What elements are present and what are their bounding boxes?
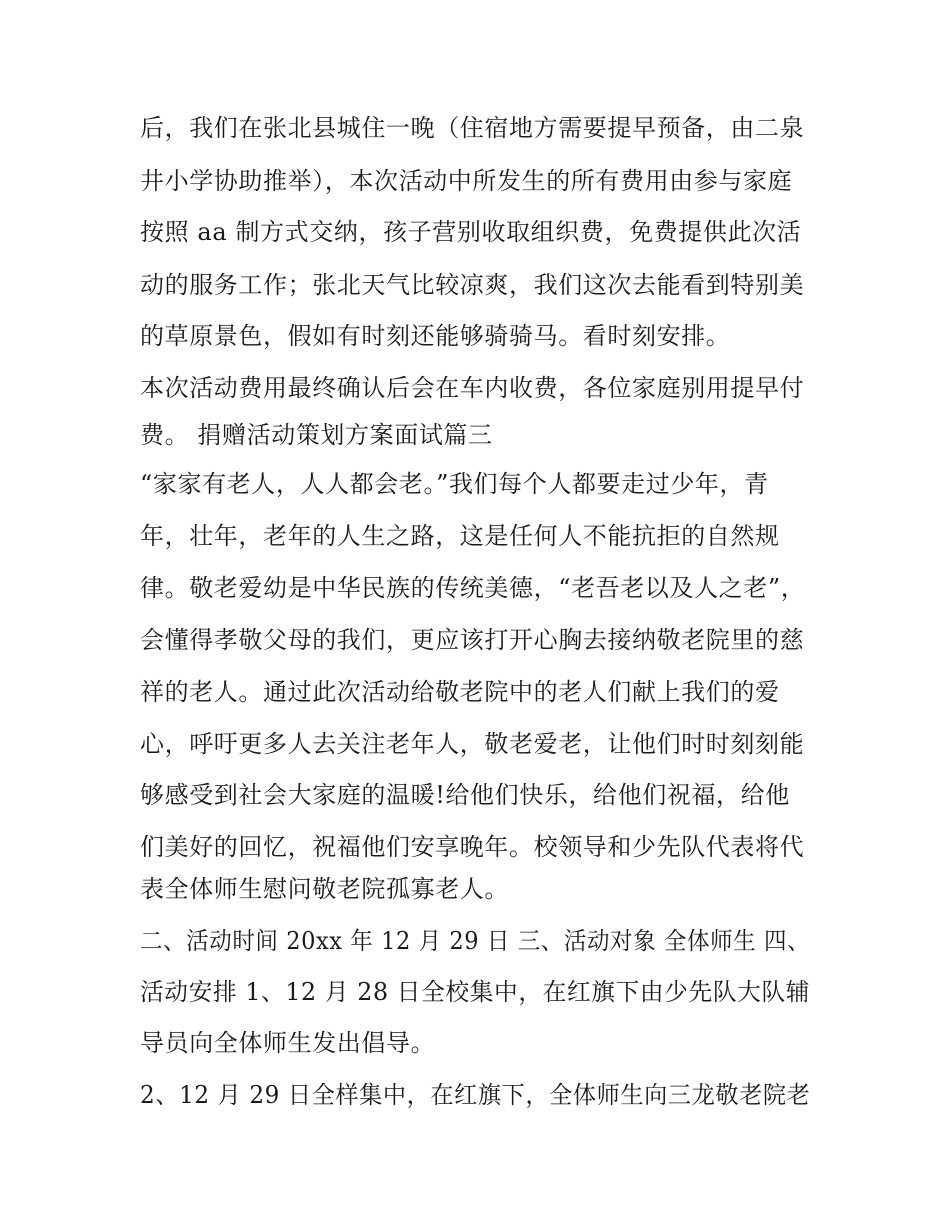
text-line: 费。 捐赠活动策划方案面试篇三 bbox=[140, 421, 493, 449]
text-line: 的草原景色，假如有时刻还能够骑骑马。看时刻安排。 bbox=[140, 322, 731, 350]
text-line: 心，呼吁更多人去关注老年人，敬老爱老，让他们时时刻刻能 bbox=[140, 730, 805, 758]
text-line: 2、12 月 29 日全样集中，在红旗下，全体师生向三龙敬老院老 bbox=[140, 1081, 811, 1109]
text-line: 律。敬老爱幼是中华民族的传统美德，“老吾老以及人之老”， bbox=[140, 574, 806, 602]
text-line: 年，壮年，老年的人生之路，这是任何人不能抗拒的自然规 bbox=[140, 522, 780, 550]
text-line: 按照 aa 制方式交纳，孩子营别收取组织费，免费提供此次活 bbox=[140, 218, 802, 246]
text-line: 够感受到社会大家庭的温暖!给他们快乐，给他们祝福，给他 bbox=[140, 781, 790, 809]
text-line: 会懂得孝敬父母的我们，更应该打开心胸去接纳敬老院里的慈 bbox=[140, 626, 805, 654]
text-line: 后，我们在张北县城住一晚（住宿地方需要提早预备，由二泉 bbox=[140, 114, 805, 142]
text-line: 动的服务工作；张北天气比较凉爽，我们这次去能看到特别美 bbox=[140, 271, 805, 299]
text-line: “家家有老人，人人都会老。”我们每个人都要走过少年，青 bbox=[140, 470, 769, 498]
text-line: 表全体师生慰问敬老院孤寡老人。 bbox=[140, 875, 509, 903]
text-line: 二、活动时间 20xx 年 12 月 29 日 三、活动对象 全体师生 四、 bbox=[140, 927, 811, 955]
text-line: 们美好的回忆，祝福他们安享晚年。校领导和少先队代表将代 bbox=[140, 833, 805, 861]
text-line: 祥的老人。通过此次活动给敬老院中的老人们献上我们的爱 bbox=[140, 678, 780, 706]
text-line: 活动安排 1、12 月 28 日全校集中，在红旗下由少先队大队辅 bbox=[140, 978, 811, 1006]
text-line: 导员向全体师生发出倡导。 bbox=[140, 1029, 436, 1057]
text-line: 本次活动费用最终确认后会在车内收费，各位家庭别用提早付 bbox=[140, 374, 805, 402]
text-line: 井小学协助推举），本次活动中所发生的所有费用由参与家庭 bbox=[140, 167, 793, 195]
